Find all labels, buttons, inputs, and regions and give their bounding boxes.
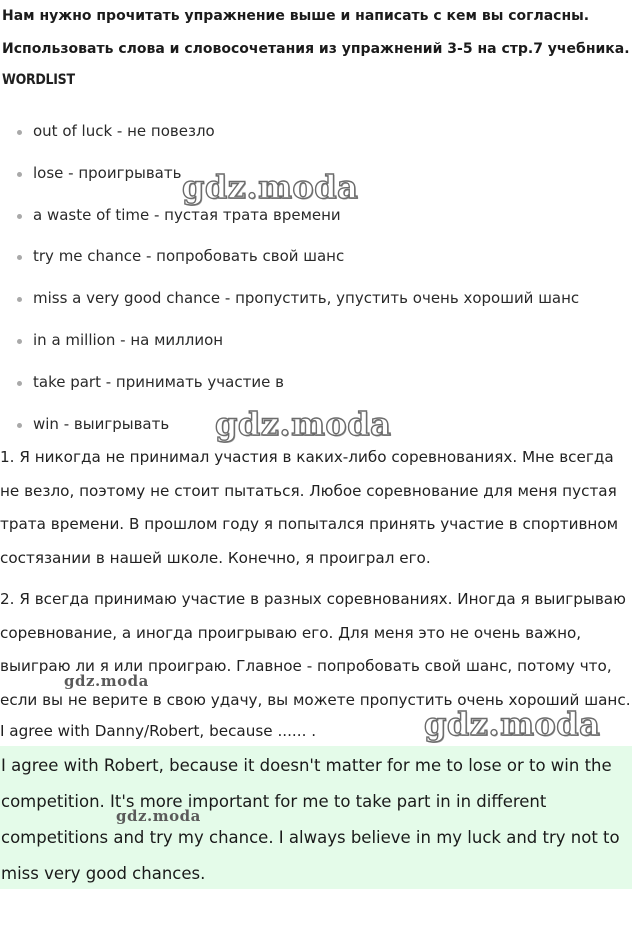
wordlist-heading: WORDLIST xyxy=(2,72,75,88)
paragraph-1: 1. Я никогда не принимал участия в каких-либо соревнованиях. Мне всегда не везло, поэтому не стоит пытаться. Любое соревнование для меня пустая трата времени. В прошлом году я попытался принять участие в спортивном состязании в нашей школе. Конечно, я проиграл его. xyxy=(0,448,619,567)
wordlist-item: in a million - на миллион xyxy=(0,322,579,364)
answer-block xyxy=(0,746,632,889)
paragraph-2: 2. Я всегда принимаю участие в разных соревнованиях. Иногда я выигрываю соревнование, а иногда проигрываю его. Для меня это не очень важно, выиграю ли я или проиграю. Главное - попробовать свой шанс, потому что, если вы не верите в свою удачу, вы можете пропустить очень хороший шанс. xyxy=(0,590,631,709)
wordlist-item: a waste of time - пустая трата времени xyxy=(0,197,579,239)
wordlist-item: lose - проигрывать xyxy=(0,155,579,197)
task-instruction-line-2: Использовать слова и словосочетания из упражнений 3-5 на стр.7 учебника. xyxy=(2,41,630,57)
wordlist-item: try me chance - попробовать свой шанс xyxy=(0,238,579,280)
task-instruction-line-1: Нам нужно прочитать упражнение выше и написать с кем вы согласны. xyxy=(2,8,590,24)
answer-text: I agree with Robert, because it doesn't matter for me to lose or to win the competition. It's more important for me to take part in in different competitions and try my chance. I always believe in my luck and try not to miss very good chances. xyxy=(1,756,620,883)
wordlist xyxy=(0,113,579,447)
watermark-small: gdz.moda xyxy=(116,807,201,825)
wordlist-item: miss a very good chance - пропустить, упустить очень хороший шанс xyxy=(0,280,579,322)
watermark: gdz.moda xyxy=(215,405,392,443)
wordlist-item: out of luck - не повезло xyxy=(0,113,579,155)
watermark-small: gdz.moda xyxy=(64,672,149,690)
watermark: gdz.moda xyxy=(424,705,601,743)
answer-prompt: I agree with Danny/Robert, because ...... . xyxy=(0,722,317,740)
wordlist-item: take part - принимать участие в xyxy=(0,364,579,406)
watermark: gdz.moda xyxy=(182,168,359,206)
wordlist-item: win - выигрывать xyxy=(0,406,579,448)
